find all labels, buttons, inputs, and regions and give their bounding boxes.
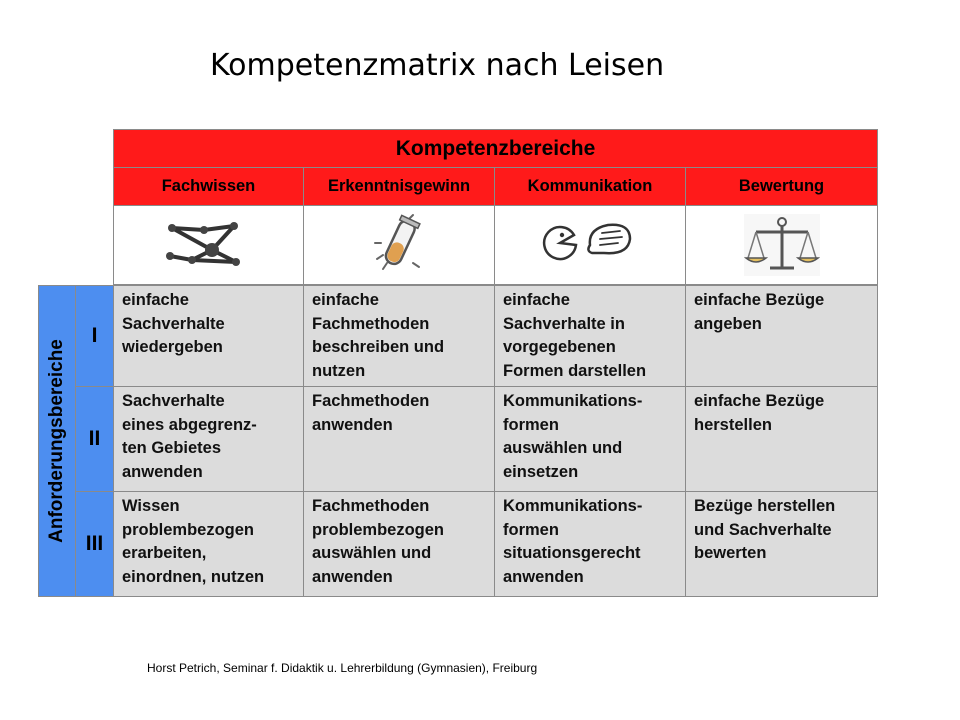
column-header-bewertung: Bewertung	[685, 167, 878, 206]
column-header-kommunikation: Kommunikation	[494, 167, 686, 206]
page-title: Kompetenzmatrix nach Leisen	[210, 48, 665, 83]
matrix-cell: einfache Sachverhalte in vorgegebenen Formen darstellen	[494, 285, 686, 387]
column-header-fachwissen: Fachwissen	[113, 167, 304, 206]
icon-cell-erkenntnisgewinn	[303, 205, 495, 285]
matrix-cell: Wissen problembezogen erarbeiten, einordnen, nutzen	[113, 491, 304, 597]
matrix-cell: einfache Bezüge angeben	[685, 285, 878, 387]
side-header	[38, 285, 76, 597]
matrix-cell: Kommunikations- formen situationsgerecht anwenden	[494, 491, 686, 597]
matrix-cell: Fachmethoden problembezogen auswählen und anwenden	[303, 491, 495, 597]
icon-cell-kommunikation	[494, 205, 686, 285]
matrix-header: Kompetenzbereiche	[113, 129, 878, 168]
level-cell-1	[75, 285, 114, 387]
level-label: I	[91, 324, 98, 347]
matrix-cell: Sachverhalte eines abgegrenz- ten Gebietes anwenden	[113, 386, 304, 492]
level-label: III	[85, 532, 104, 555]
network-icon	[164, 220, 254, 270]
matrix-cell: einfache Fachmethoden beschreiben und nutzen	[303, 285, 495, 387]
side-header-label: Anforderungsbereiche	[46, 339, 68, 543]
matrix-cell: Bezüge herstellen und Sachverhalte bewerten	[685, 491, 878, 597]
level-cell-2	[75, 386, 114, 492]
balance-scale-icon	[742, 212, 822, 278]
matrix-cell: einfache Bezüge herstellen	[685, 386, 878, 492]
footer-credit: Horst Petrich, Seminar f. Didaktik u. Lehrerbildung (Gymnasien), Freiburg	[147, 661, 538, 675]
level-cell-3	[75, 491, 114, 597]
matrix-cell: Kommunikations- formen auswählen und einsetzen	[494, 386, 686, 492]
matrix-cell: Fachmethoden anwenden	[303, 386, 495, 492]
column-header-erkenntnisgewinn: Erkenntnisgewinn	[303, 167, 495, 206]
speech-bubble-icon	[542, 215, 638, 275]
test-tube-icon	[369, 213, 429, 277]
icon-cell-bewertung	[685, 205, 878, 285]
icon-cell-fachwissen	[113, 205, 304, 285]
level-label: II	[88, 427, 101, 450]
matrix-cell: einfache Sachverhalte wiedergeben	[113, 285, 304, 387]
